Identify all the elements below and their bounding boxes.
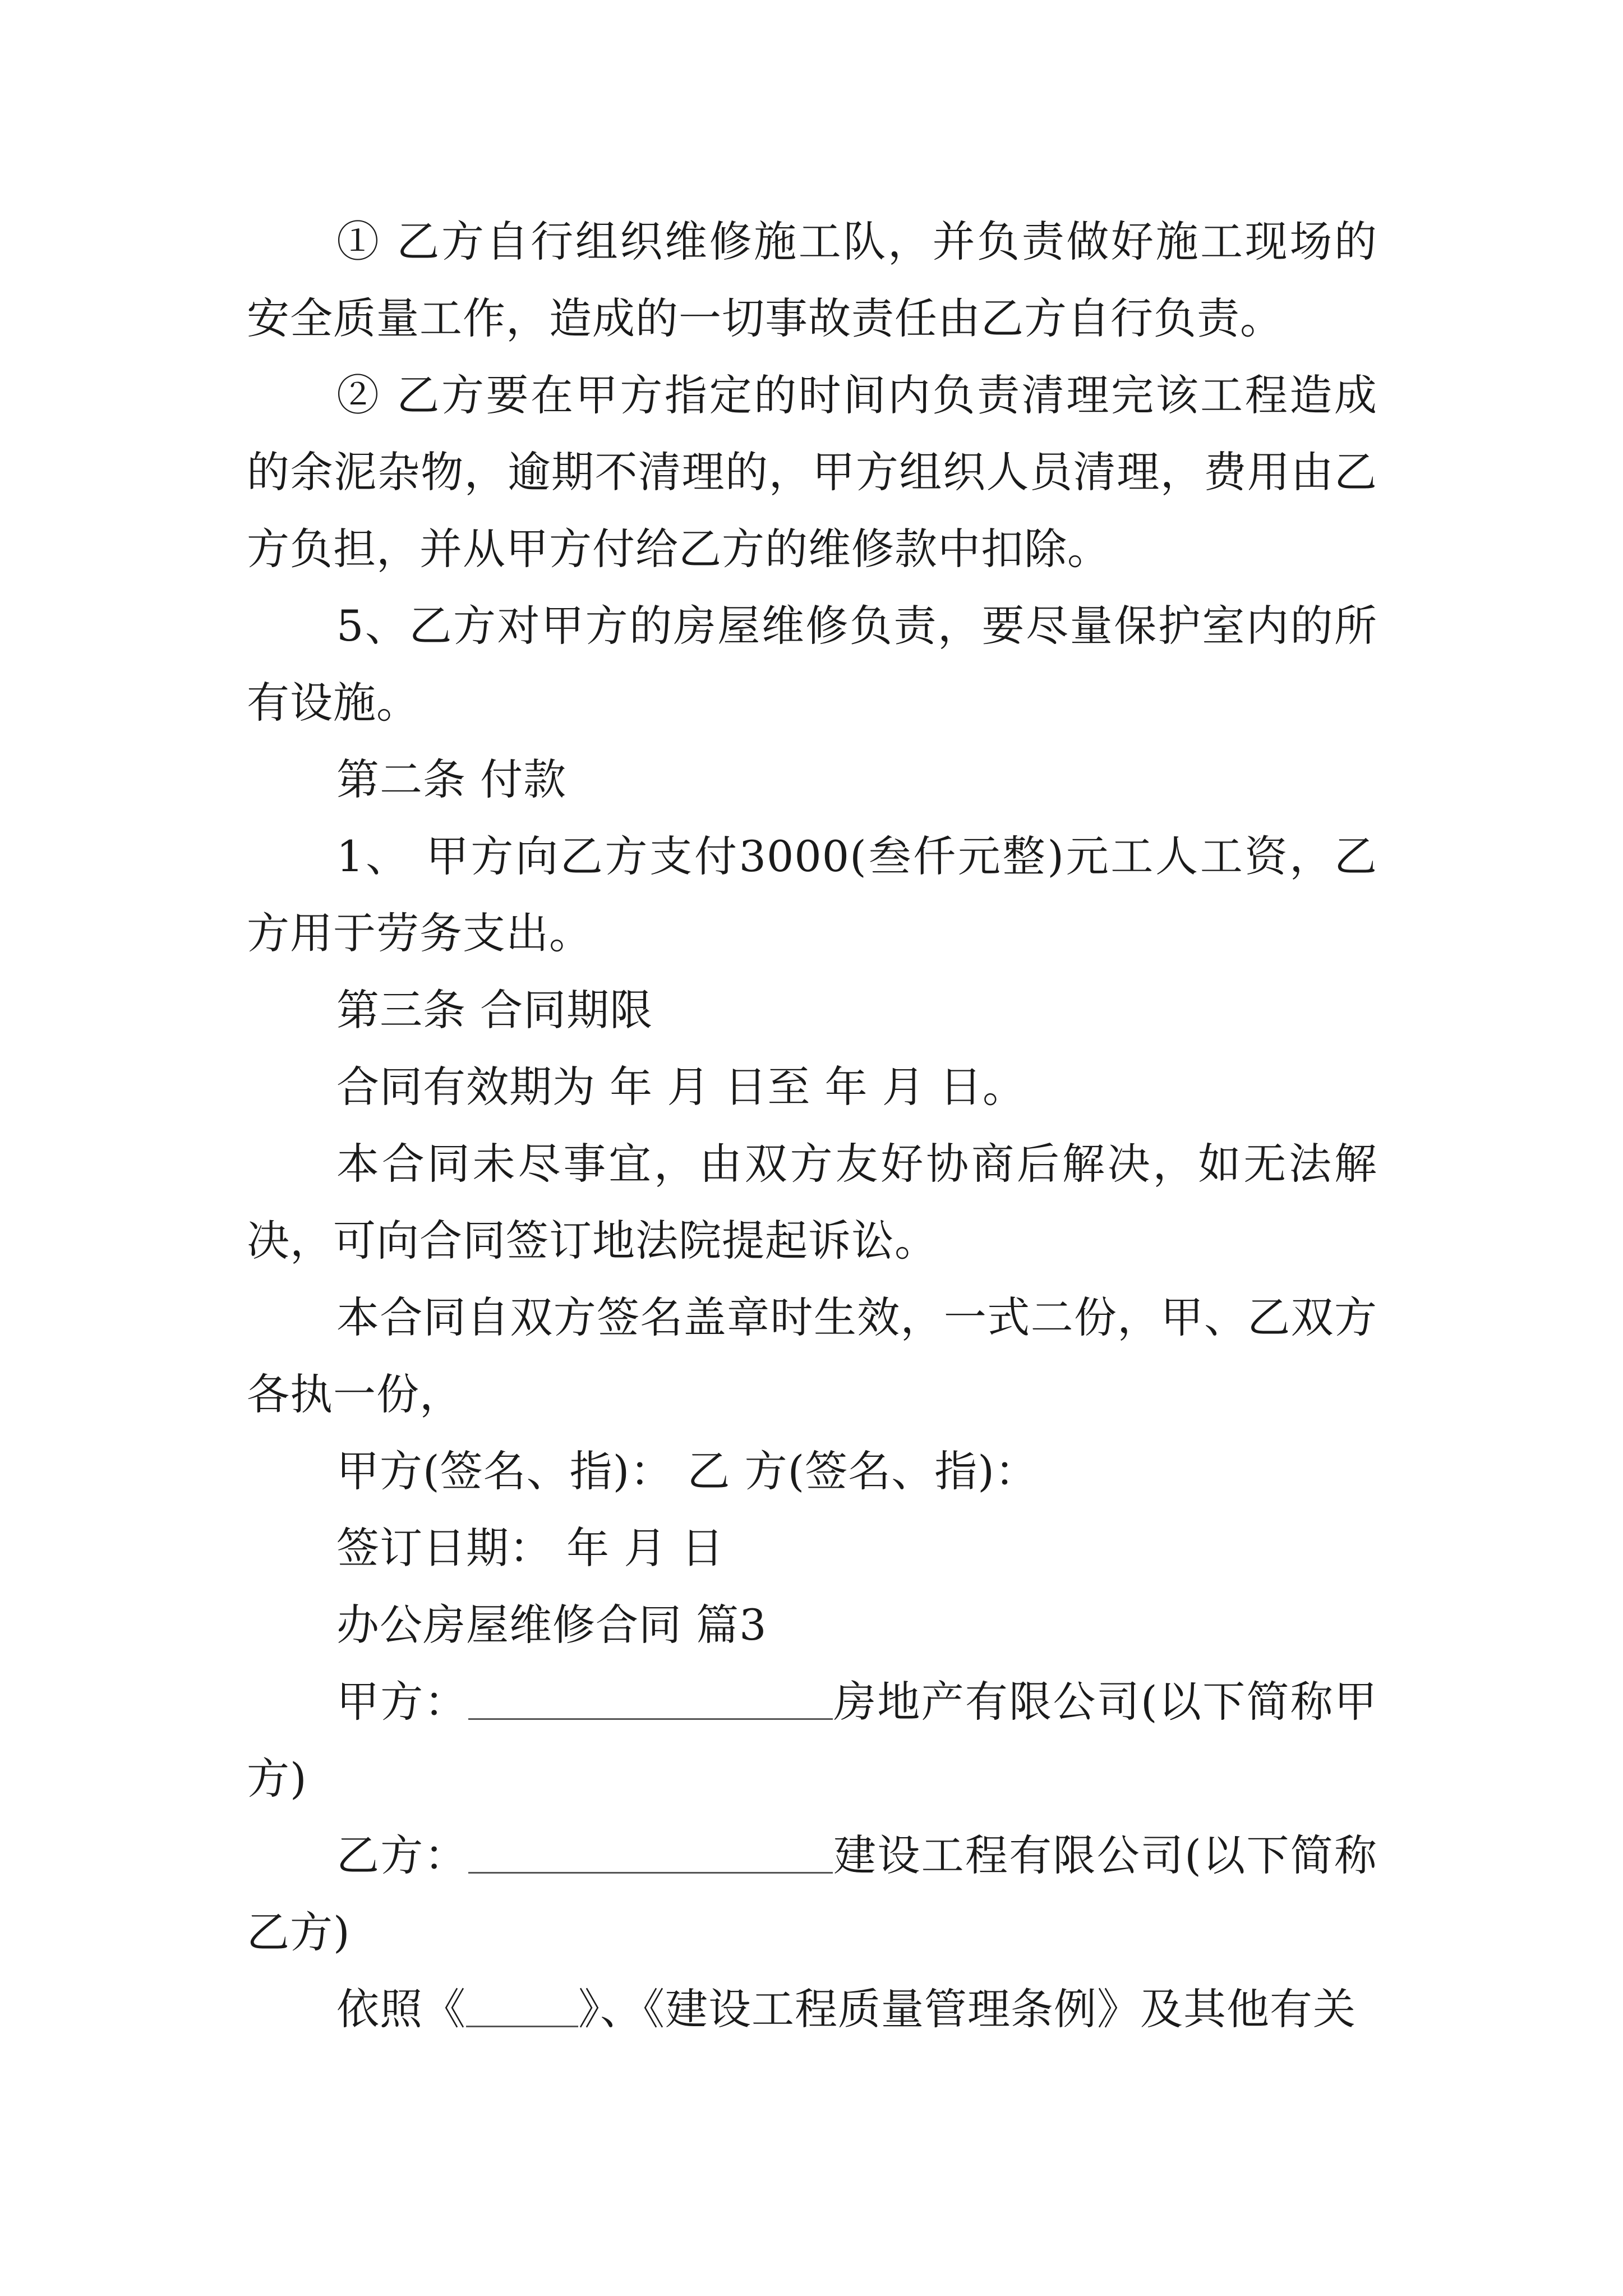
- signature-line: 甲方(签名、指)： 乙 方(签名、指)：: [336, 1446, 1038, 1496]
- heading-article-3: 第三条 合同期限: [336, 985, 653, 1035]
- party-a-line: [247, 1663, 1377, 1817]
- party-b-line: [247, 1817, 1377, 1971]
- paragraph-clause-2: ② 乙方要在甲方指定的时间内负责清理完该工程造成的余泥杂物，逾期不清理的，甲方组织人员清理，费用由乙方负担，并从甲方付给乙方的维修款中扣除。: [247, 370, 1377, 574]
- section-title: 办公房屋维修合同 篇3: [336, 1600, 767, 1650]
- basis-blank: [466, 1981, 578, 2027]
- document-body: [247, 203, 1377, 2047]
- basis-line: [247, 1971, 1377, 2047]
- party-a-suffix: 房地产有限公司(以下简称甲方): [247, 1677, 1378, 1803]
- heading-article-2: 第二条 付款: [336, 754, 567, 804]
- signing-date-line: 签订日期： 年 月 日: [336, 1523, 725, 1573]
- paragraph-item-5: 5、乙方对甲方的房屋维修负责，要尽量保护室内的所有设施。: [247, 601, 1377, 728]
- basis-prefix: 依照《: [336, 1984, 466, 2034]
- party-b-blank: [468, 1827, 833, 1874]
- paragraph-clause-1: ① 乙方自行组织维修施工队，并负责做好施工现场的安全质量工作，造成的一切事故责任由乙方自行负责。: [247, 217, 1377, 343]
- paragraph-effect: 本合同自双方签名盖章时生效，一式二份，甲、乙双方各执一份，: [247, 1292, 1377, 1419]
- party-b-label: 乙方：: [336, 1830, 468, 1880]
- paragraph-payment: 1、 甲方向乙方支付3000(叁仟元整)元工人工资，乙方用于劳务支出。: [247, 831, 1377, 958]
- basis-middle: 》、《建设工程质量管理条例》及其他有关: [578, 1984, 1356, 2034]
- paragraph-validity: 合同有效期为 年 月 日至 年 月 日。: [336, 1062, 1026, 1112]
- party-a-label: 甲方：: [336, 1677, 468, 1727]
- party-b-suffix: 建设工程有限公司(以下简称乙方): [247, 1830, 1378, 1957]
- party-a-blank: [468, 1673, 833, 1720]
- paragraph-disputes: 本合同未尽事宜，由双方友好协商后解决，如无法解决，可向合同签订地法院提起诉讼。: [247, 1139, 1377, 1266]
